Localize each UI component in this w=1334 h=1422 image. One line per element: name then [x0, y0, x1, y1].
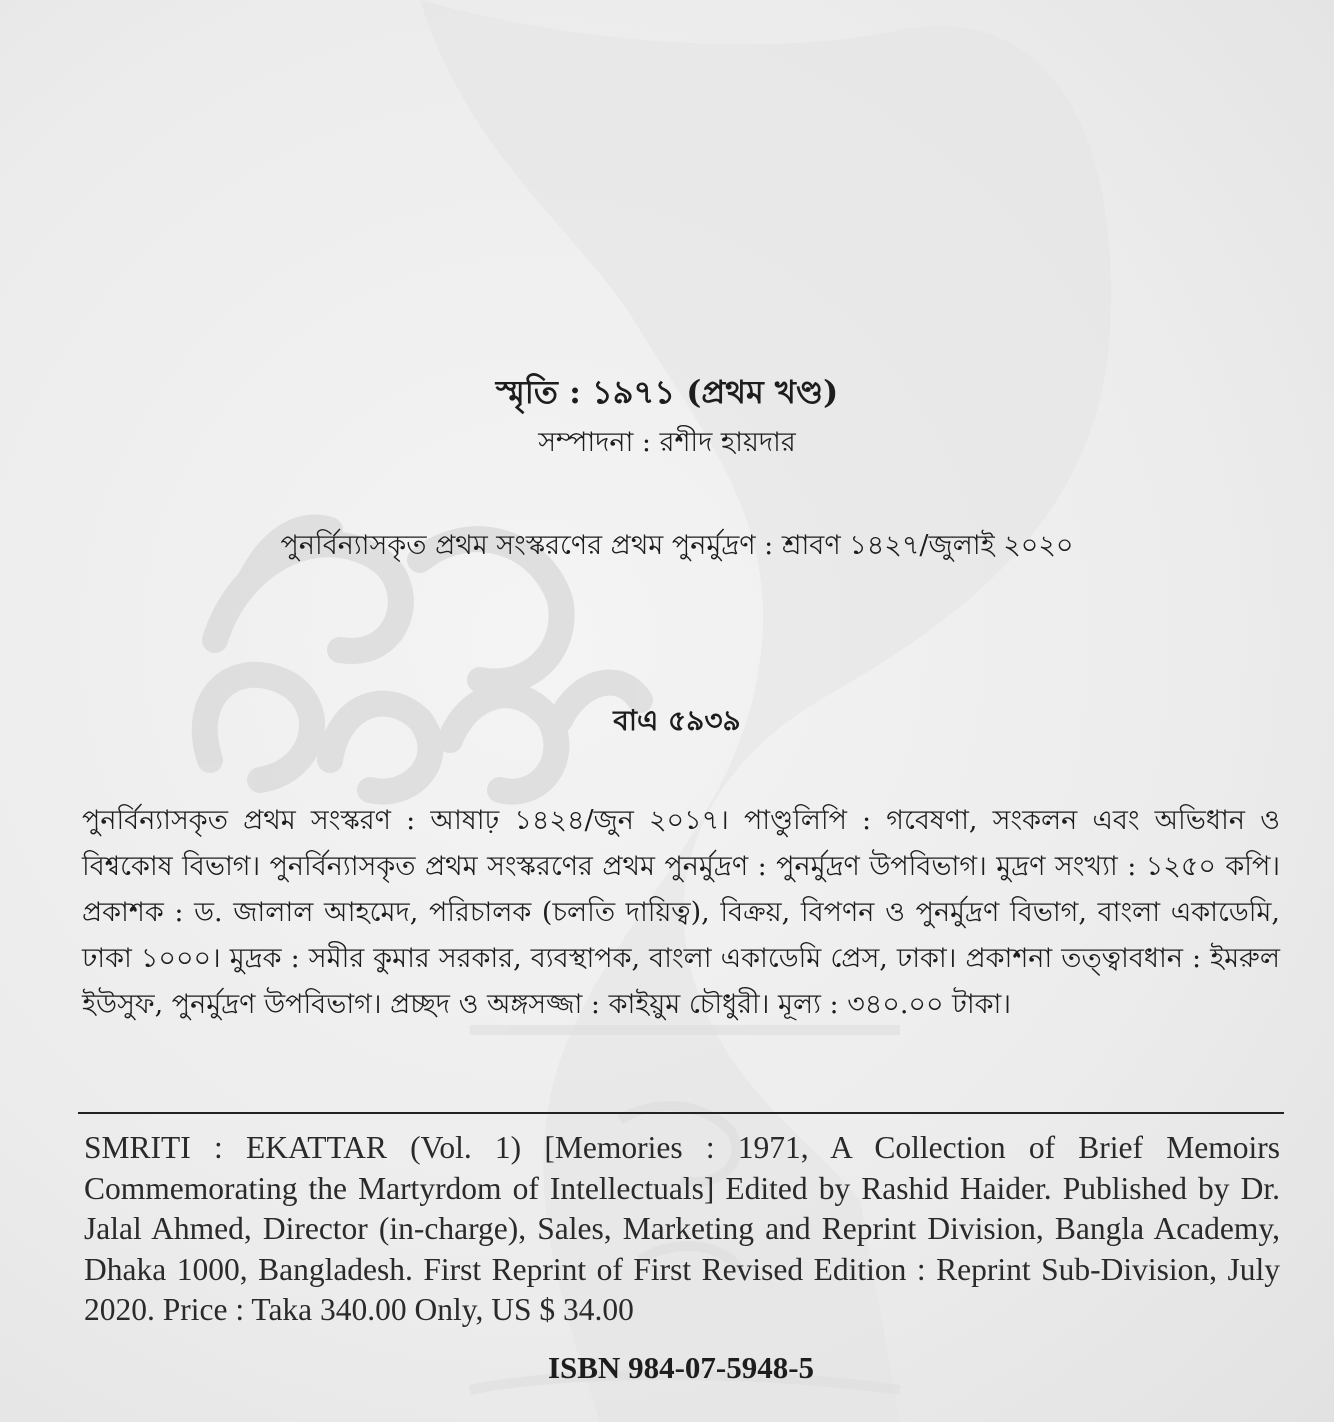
english-imprint-paragraph: SMRITI : EKATTAR (Vol. 1) [Memories : 1971, A Collection of Brief Memoirs Commemorating the Martyrdom of Intellectuals] Edited by Rashid Haider. Published by Dr. Jalal Ahmed, Director (in-charge), Sales, Marketing and Reprint Division, Bangla Academy, Dhaka 1000, Bangladesh. First Reprint of First Revised Edition : Reprint Sub-Division, July 2020. Price : Taka 340.00 Only, US $ 34.00: [84, 1130, 1280, 1327]
book-title: স্মৃতি : ১৯৭১ (প্রথম খণ্ড): [495, 373, 839, 411]
reprint-line: পুনর্বিন্যাসকৃত প্রথম সংস্করণের প্রথম পুনর্মুদ্রণ : শ্রাবণ ১৪২৭/জুলাই ২০২০: [280, 530, 1074, 561]
editor-line: সম্পাদনা : রশীদ হায়দার: [538, 427, 796, 458]
divider: [78, 1112, 1284, 1114]
catalog-code: বাএ ৫৯৩৯: [613, 704, 741, 737]
bengali-imprint-paragraph: পুনর্বিন্যাসকৃত প্রথম সংস্করণ : আষাঢ় ১৪২৪/জুন ২০১৭। পাণ্ডুলিপি : গবেষণা, সংকলন এবং অভিধান ও বিশ্বকোষ বিভাগ। পুনর্বিন্যাসকৃত প্রথম সংস্করণের প্রথম পুনর্মুদ্রণ : পুনর্মুদ্রণ উপবিভাগ। মুদ্রণ সংখ্যা : ১২৫০ কপি। প্রকাশক : ড. জালাল আহমেদ, পরিচালক (চলতি দায়িত্ব), বিক্রয়, বিপণন ও পুনর্মুদ্রণ বিভাগ, বাংলা একাডেমি, ঢাকা ১০০০। মুদ্রক : সমীর কুমার সরকার, ব্যবস্থাপক, বাংলা একাডেমি প্রেস, ঢাকা। প্রকাশনা তত্ত্বাবধান : ইমরুল ইউসুফ, পুনর্মুদ্রণ উপবিভাগ। প্রচ্ছদ ও অঙ্গসজ্জা : কাইয়ুম চৌধুরী। মূল্য : ৩৪০.০০ টাকা।: [82, 805, 1280, 1020]
isbn-line: ISBN 984-07-5948-5: [547, 1350, 815, 1385]
